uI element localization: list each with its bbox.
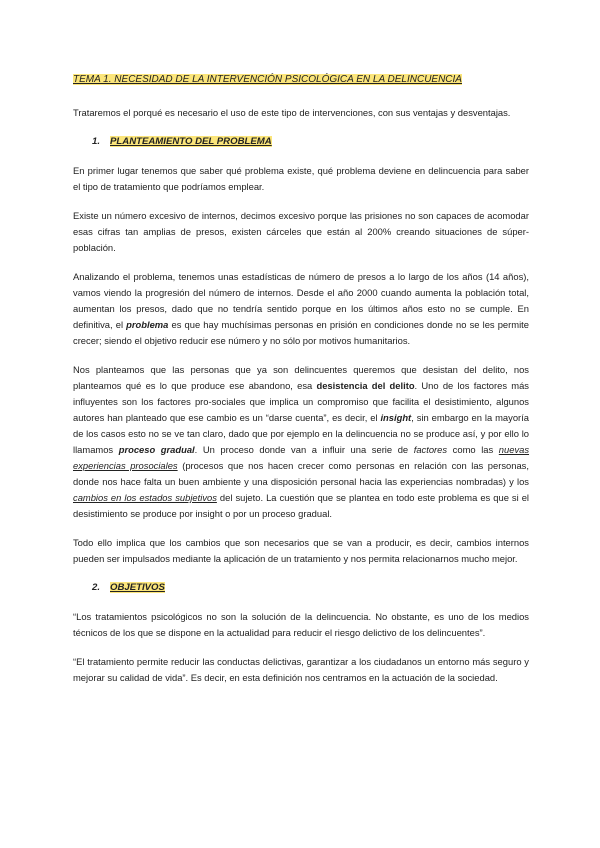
section-2-quote-1: “Los tratamientos psicológicos no son la solución de la delincuencia. No obstante, es uno de los medios técnicos de los que se dispone en la actualidad para reducir el riesgo delictivo de los delincuentes”. <box>73 611 529 638</box>
section-1-paragraph-2: Existe un número excesivo de internos, decimos excesivo porque las prisiones no son capaces de acomodar esas cifras tan amplias de presos, existen cárceles que están al 200% creando situaciones de súper-población. <box>73 210 529 253</box>
term-factores: factores <box>413 444 448 455</box>
term-cambios-estados: cambios en los estados subjetivos <box>73 492 217 503</box>
section-2-quote-2: “El tratamiento permite reducir las conductas delictivas, garantizar a los ciudadanos un entorno más seguro y mejorar su calidad de vida”. Es decir, en esta definición nos centramos en la actuación de la sociedad. <box>73 656 529 683</box>
section-2-title: OBJETIVOS <box>110 582 165 593</box>
intro-paragraph: Trataremos el porqué es necesario el uso de este tipo de intervenciones, con sus ventajas y desventajas. <box>73 107 511 118</box>
term-desistencia: desistencia del delito <box>316 380 415 391</box>
section-1-paragraph-4: Nos planteamos que las personas que ya son delincuentes queremos que desistan del delito, nos planteamos qué es lo que produce ese abandono, esa desistencia del delito. Uno de los factores más influyentes son los factores pro-sociales que implica un compromiso que facilita el desistimiento, algunos autores han planteado que ese cambio es un “darse cuenta”, es decir, el insight, sin embargo en la mayoría de los casos esto no se ve tan claro, dado que por ejemplo en la delincuencia no se produce así, y por ello lo llamamos proceso gradual. Un proceso donde van a influir una serie de factores como las nuevas experiencias prosociales (procesos que nos hacen crecer como personas en relación con las personas, donde nos hace falta un buen ambiente y una disposición personal hacia las experiencias nombradas) y los cambios en los estados subjetivos del sujeto. La cuestión que se plantea en todo este problema es que si el desistimiento se produce por insight o por un proceso gradual. <box>73 364 530 519</box>
section-1-heading <box>92 134 529 150</box>
section-1-paragraph-1: En primer lugar tenemos que saber qué problema existe, qué problema deviene en delincuencia para saber el tipo de tratamiento que podríamos emplear. <box>73 165 529 192</box>
term-proceso-gradual: proceso gradual <box>118 444 195 455</box>
term-insight: insight <box>380 412 412 423</box>
term-problema: problema <box>126 319 169 330</box>
section-2-number: 2. <box>92 582 101 593</box>
section-1-paragraph-3: Analizando el problema, tenemos unas estadísticas de número de presos a lo largo de los años (14 años), vamos viendo la progresión del número de internos. Desde el año 2000 cuando aumenta la población total, aumentan los presos, dado que no tendría sentido porque en los últimos años esto no se cumple. En definitiva, el problema es que hay muchísimas personas en prisión en condiciones donde no se les permite crecer; siendo el objetivo reducir ese número y no sólo por motivos humanitarios. <box>73 271 529 346</box>
section-2-heading <box>92 580 529 596</box>
document-title: TEMA 1. NECESIDAD DE LA INTERVENCIÓN PSICOLÓGICA EN LA DELINCUENCIA <box>73 74 462 85</box>
term-nuevas-experiencias: nuevas experiencias prosociales <box>73 444 530 471</box>
section-1-number: 1. <box>92 136 101 147</box>
section-1-paragraph-5: Todo ello implica que los cambios que son necesarios que se van a producir, es decir, cambios internos pueden ser impulsados mediante la aplicación de un tratamiento y nos permita relacionarnos mucho mejor. <box>73 537 529 564</box>
section-1-title: PLANTEAMIENTO DEL PROBLEMA <box>110 136 272 147</box>
